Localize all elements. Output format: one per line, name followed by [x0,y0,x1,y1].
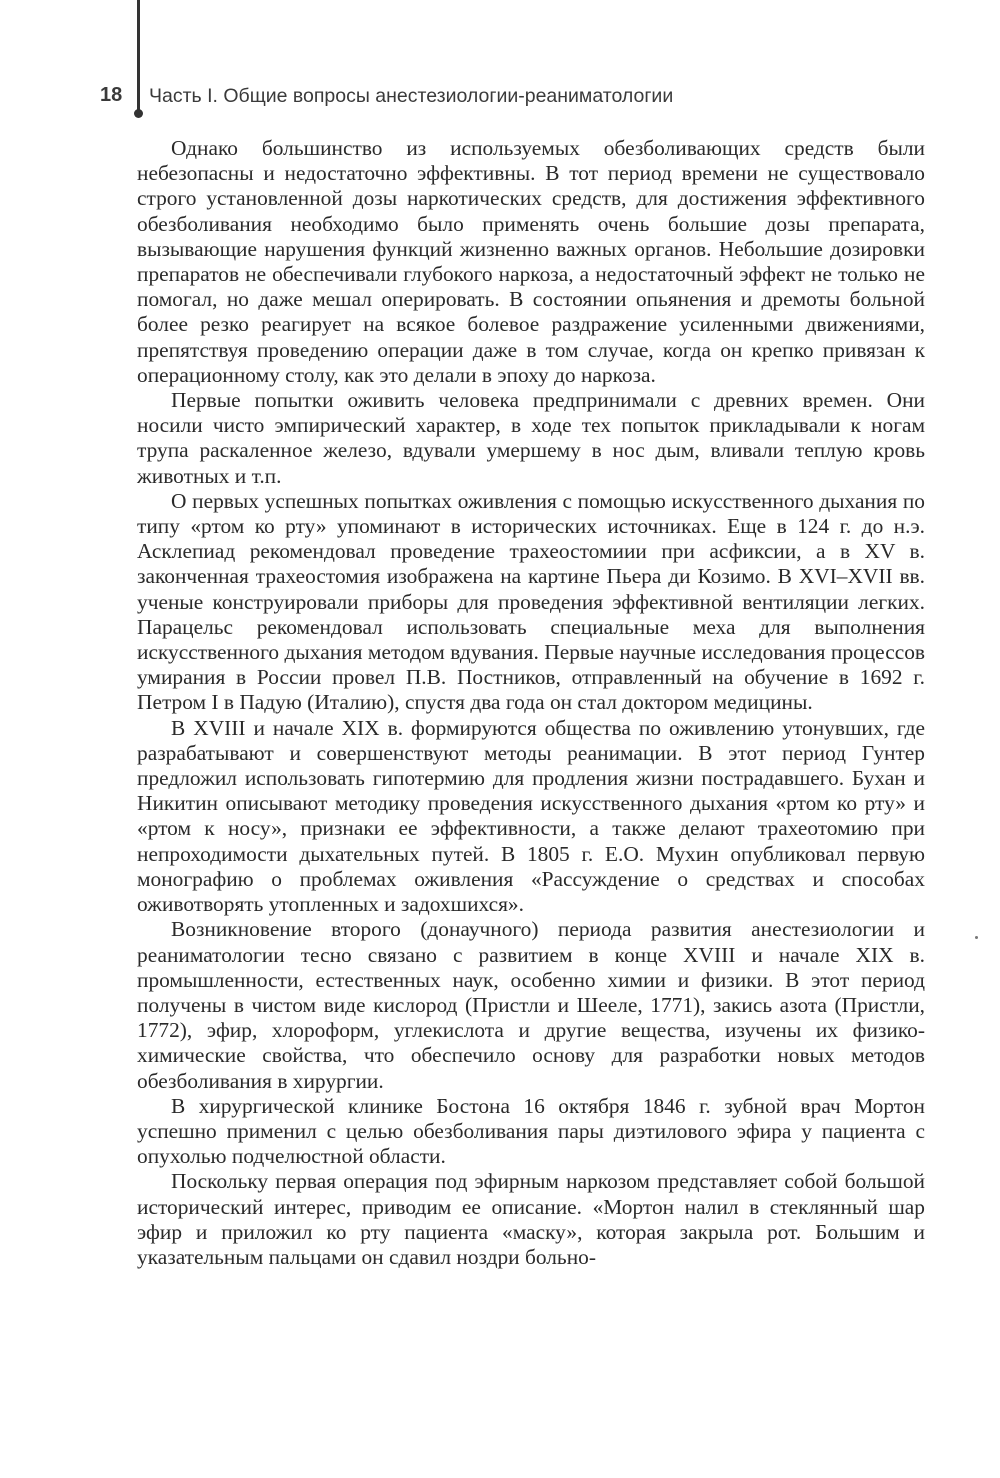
running-head: Часть I. Общие вопросы анестезиологии-реаниматологии [149,85,674,107]
body-text [137,136,925,1270]
page-header [0,84,1000,116]
paragraph: Возникновение второго (донаучного) периода развития анестезиологии и реаниматологии тесно связано с развитием в конце XVIII и начале XIX в. промышленности, естественных наук, особенно химии и физики. В этот период получены в чистом виде кислород (Пристли и Шееле, 1771), закись азота (Пристли, 1772), эфир, хлороформ, углекислота и другие вещества, изучены их физико-химические свойства, что обеспечило основу для разработки новых методов обезболивания в хирургии. [137,917,925,1093]
page-number: 18 [100,84,123,106]
paragraph: Поскольку первая операция под эфирным наркозом представляет собой большой исторический интерес, приводим ее описание. «Мортон налил в стеклянный шар эфир и приложил ко рту пациента «маску», которая закрыла рот. Большим и указательным пальцами он сдавил ноздри больно- [137,1169,925,1269]
paragraph: В хирургической клинике Бостона 16 октября 1846 г. зубной врач Мортон успешно применил с целью обезболивания пары диэтилового эфира у пациента с опухолью подчелюстной области. [137,1093,925,1169]
paragraph: Первые попытки оживить человека предпринимали с древних времен. Они носили чисто эмпирический характер, в ходе тех попыток прикладывали к ногам трупа раскаленное железо, вдували умершему в нос дым, вливали теплую кровь животных и т.п. [137,388,925,488]
paragraph: О первых успешных попытках оживления с помощью искусственного дыхания по типу «ртом ко рту» упоминают в исторических источниках. Еще в 124 г. до н.э. Асклепиад рекомендовал проведение трахеостомиии при асфиксии, а в XV в. законченная трахеостомия изображена на картине Пьера ди Козимо. В XVI–XVII вв. ученые конструировали приборы для проведения эффективной вентиляции легких. Парацельс рекомендовал использовать специальные меха для выполнения искусственного дыхания методом вдувания. Первые научные исследования процессов умирания в России провел П.В. Постников, отправленный на обучение в 1692 г. Петром I в Падую (Италию), спустя два года он стал доктором медицины. [137,488,925,715]
paragraph: Однако большинство из используемых обезболивающих средств были небезопасны и недостаточно эффективны. В тот период времени не существовало строго установленной дозы наркотических средств, для достижения эффективного обезболивания необходимо было применять очень большие дозы препарата, вызывающие нарушения функций жизненно важных органов. Небольшие дозировки препаратов не обеспечивали глубокого наркоза, а недостаточный эффект не только не помогал, но даже мешал оперировать. В состоянии опьянения и дремоты больной более резко реагирует на всякое болевое раздражение усиленными движениями, препятствуя проведению операции даже в том случае, когда он крепко привязан к операционному столу, как это делали в эпоху до наркоза. [137,136,925,387]
paragraph: В XVIII и начале XIX в. формируются общества по оживлению утонувших, где разрабатывают и совершенствуют методы реанимации. В этот период Гунтер предложил использовать гипотермию для продления жизни пострадавшего. Бухан и Никитин описывают методику проведения искусственного дыхания «ртом ко рту» и «ртом к носу», признаки ее эффективности, а также делают трахеотомию при непроходимости дыхательных путей. В 1805 г. Е.О. Мухин опубликовал первую монографию о проблемах оживления «Рассуждение о средствах и способах оживотворять утопленных и задохшихся». [137,715,925,917]
scan-speck [975,936,978,939]
